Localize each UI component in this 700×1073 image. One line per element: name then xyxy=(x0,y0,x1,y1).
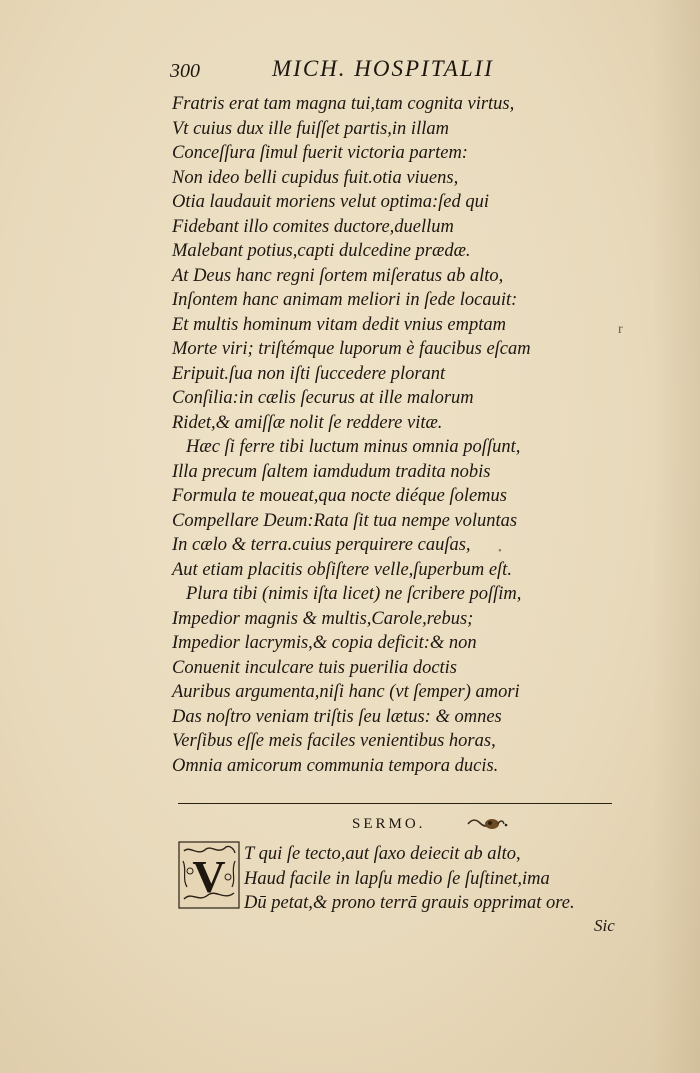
verse-line: Conuenit inculcare tuis puerilia doctis xyxy=(172,657,458,678)
margin-mark: r xyxy=(618,322,623,337)
verse-line: Otia laudauit moriens velut optima:ſed qui xyxy=(172,192,490,212)
verse-line: Malebant potius,capti dulcedine prædæ. xyxy=(172,241,471,261)
verse-line: Dū petat,& prono terrā grauis opprimat ore. xyxy=(244,893,575,913)
verse-line: Vt cuius dux ille fuiſſet partis,in illam xyxy=(172,118,449,139)
section-rule xyxy=(178,803,612,804)
verse-line: Impedior lacrymis,& copia deficit:& non xyxy=(172,633,477,653)
verse-line: Conceſſura ſimul fuerit victoria partem: xyxy=(172,143,468,163)
running-head: MICH. HOSPITALII xyxy=(272,56,494,81)
verse-line: Haud facile in lapſu medio ſe ſuſtinet,ima xyxy=(244,868,550,889)
page-edge-shadow xyxy=(652,0,700,1073)
verse-block xyxy=(172,92,592,778)
margin-speck: • xyxy=(498,545,502,557)
page-header xyxy=(170,56,540,86)
verse-line: Illa precum ſaltem iamdudum tradita nobis xyxy=(172,461,491,482)
svg-text:V: V xyxy=(192,851,226,902)
verse-line: Conſilia:in cælis ſecurus at ille malorum xyxy=(172,388,474,408)
verse-line: Compellare Deum:Rata ſit tua nempe voluntas xyxy=(172,510,518,531)
verse-line: Aut etiam placitis obſiſtere velle,ſuperbum eſt. xyxy=(172,559,512,580)
verse-line: T qui ſe tecto,aut ſaxo deiecit ab alto, xyxy=(244,844,521,864)
verse-line: Et multis hominum vitam dedit vnius emptam xyxy=(172,314,506,335)
verse-line: Formula te moueat,qua nocte diéque ſolemus xyxy=(172,486,507,506)
verse-line: Eripuit.ſua non iſti ſuccedere plorant xyxy=(172,363,446,384)
sermo-opening-lines xyxy=(244,842,624,916)
verse-line: At Deus hanc regni ſortem miſeratus ab alto, xyxy=(172,265,504,286)
verse-line: In cælo & terra.cuius perquirere cauſas, xyxy=(172,535,471,555)
catchword: Sic xyxy=(594,916,615,935)
verse-line: Omnia amicorum communia tempora ducis. xyxy=(172,755,499,776)
verse-line: Ridet,& amiſſæ nolit ſe reddere vitæ. xyxy=(172,412,443,433)
verse-line: Fratris erat tam magna tui,tam cognita virtus, xyxy=(172,94,515,114)
verse-line: Non ideo belli cupidus fuit.otia viuens, xyxy=(172,167,459,188)
section-title: SERMO. xyxy=(352,816,426,832)
fleuron-icon xyxy=(466,816,508,832)
verse-line: Verſibus eſſe meis faciles venientibus horas, xyxy=(172,731,496,751)
decorated-initial xyxy=(178,841,240,909)
page-number: 300 xyxy=(170,60,200,82)
verse-line: Auribus argumenta,niſi hanc (vt ſemper) amori xyxy=(172,682,520,702)
verse-line: Plura tibi (nimis iſta licet) ne ſcribere poſſim, xyxy=(186,584,522,604)
verse-line: Hæc ſi ferre tibi luctum minus omnia poſſunt, xyxy=(186,437,521,457)
verse-line: Impedior magnis & multis,Carole,rebus; xyxy=(172,608,474,629)
verse-line: Inſontem hanc animam meliori in ſede locauit: xyxy=(172,290,518,310)
verse-line: Morte viri; triſtémque luporum è faucibus eſcam xyxy=(172,339,531,359)
verse-line: Fidebant illo comites ductore,duellum xyxy=(172,216,454,237)
verse-line: Das noſtro veniam triſtis ſeu lætus: & omnes xyxy=(172,706,502,727)
